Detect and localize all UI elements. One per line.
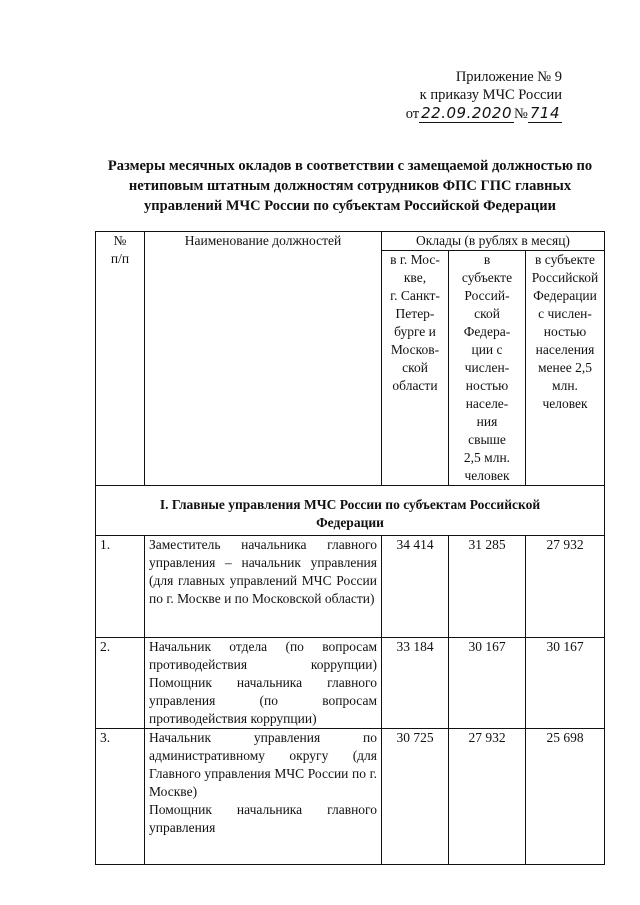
row-value-moscow: 30 725 bbox=[382, 729, 449, 865]
row-value-over-2-5m: 30 167 bbox=[449, 638, 526, 729]
header-line: Россий- bbox=[464, 288, 510, 303]
header-line: в г. Мос- bbox=[390, 252, 440, 267]
header-line: свыше bbox=[468, 432, 506, 447]
appendix-from-prefix: от bbox=[405, 106, 420, 122]
header-line: Российской bbox=[531, 270, 599, 285]
document-title bbox=[96, 156, 604, 216]
appendix-order-line bbox=[406, 104, 562, 123]
header-line: субъекте bbox=[461, 270, 513, 285]
header-line: ской bbox=[402, 360, 428, 375]
header-line: бурге и bbox=[394, 324, 436, 339]
header-line: ской bbox=[474, 306, 500, 321]
header-line: Москов- bbox=[390, 342, 440, 357]
header-salaries-cell: Оклады (в рублях в месяц) bbox=[382, 232, 605, 251]
table-row bbox=[96, 638, 605, 729]
header-name-cell: Наименование должностей bbox=[145, 232, 382, 486]
title-line-2: нетиповым штатным должностям сотрудников ФПС ГПС главных bbox=[128, 178, 572, 194]
header-number-line: № bbox=[113, 233, 127, 248]
table-row bbox=[96, 729, 605, 865]
appendix-line-1: Приложение № 9 bbox=[455, 69, 562, 85]
table-row bbox=[96, 536, 605, 638]
appendix-line-2: к приказу МЧС России bbox=[419, 87, 562, 103]
row-position-name-part: Начальник управления по административному округу (для Главного управления МЧС России по г. Москве) bbox=[149, 730, 377, 799]
header-line: числен- bbox=[464, 360, 510, 375]
header-line: с числен- bbox=[538, 306, 592, 321]
header-line: кве, bbox=[403, 270, 427, 285]
row-value-over-2-5m: 31 285 bbox=[449, 536, 526, 638]
header-line: населения bbox=[535, 342, 595, 357]
header-col-over-2-5m bbox=[449, 251, 526, 486]
header-line: Петер- bbox=[395, 306, 435, 321]
header-line: Федера- bbox=[463, 324, 511, 339]
header-line: области bbox=[392, 378, 438, 393]
header-line: менее 2,5 bbox=[538, 360, 592, 375]
header-number-cell bbox=[96, 232, 145, 486]
section-row bbox=[96, 486, 605, 536]
header-line: ностью bbox=[543, 324, 587, 339]
header-line: ния bbox=[476, 414, 498, 429]
row-position-name: Начальник отдела (по вопросам противодействия коррупции) Помощник начальника главного управления (по вопросам противодействия коррупции) bbox=[145, 638, 382, 729]
header-line: 2,5 млн. bbox=[463, 450, 511, 465]
row-value-under-2-5m: 30 167 bbox=[526, 638, 605, 729]
row-number: 2. bbox=[96, 638, 145, 729]
title-line-3: управлений МЧС России по субъектам Российской Федерации bbox=[144, 198, 556, 214]
row-position-name bbox=[145, 729, 382, 865]
title-line-1: Размеры месячных окладов в соответствии с замещаемой должностью по bbox=[107, 158, 593, 174]
header-col-moscow bbox=[382, 251, 449, 486]
row-position-name: Заместитель начальника главного управления – начальник управления (для главных управлений МЧС России по г. Москве и по Московской области) bbox=[145, 536, 382, 638]
header-line: в bbox=[483, 252, 491, 267]
header-line: ции с bbox=[471, 342, 503, 357]
appendix-block bbox=[406, 68, 562, 123]
order-number-sign: № bbox=[514, 106, 528, 122]
header-line: Федерации bbox=[533, 288, 597, 303]
header-line: населе- bbox=[465, 396, 509, 411]
header-number-line: п/п bbox=[110, 251, 130, 266]
header-col-under-2-5m bbox=[526, 251, 605, 486]
row-value-under-2-5m: 27 932 bbox=[526, 536, 605, 638]
order-number: 714 bbox=[529, 104, 560, 122]
row-number: 1. bbox=[96, 536, 145, 638]
order-date: 22.09.2020 bbox=[421, 104, 513, 122]
header-line: человек bbox=[542, 396, 588, 411]
row-value-moscow: 34 414 bbox=[382, 536, 449, 638]
header-line: г. Санкт- bbox=[390, 288, 440, 303]
header-line: ностью bbox=[465, 378, 509, 393]
salary-table bbox=[95, 231, 605, 865]
row-number: 3. bbox=[96, 729, 145, 865]
section-heading: I. Главные управления МЧС России по субъектам Российской Федерации bbox=[96, 486, 605, 536]
header-line: в субъекте bbox=[535, 252, 595, 267]
header-line: человек bbox=[464, 468, 510, 483]
row-position-name-part: Помощник начальника главного управления bbox=[149, 802, 377, 835]
row-value-over-2-5m: 27 932 bbox=[449, 729, 526, 865]
table-header-row bbox=[96, 232, 605, 251]
row-value-under-2-5m: 25 698 bbox=[526, 729, 605, 865]
row-value-moscow: 33 184 bbox=[382, 638, 449, 729]
header-line: млн. bbox=[552, 378, 578, 393]
